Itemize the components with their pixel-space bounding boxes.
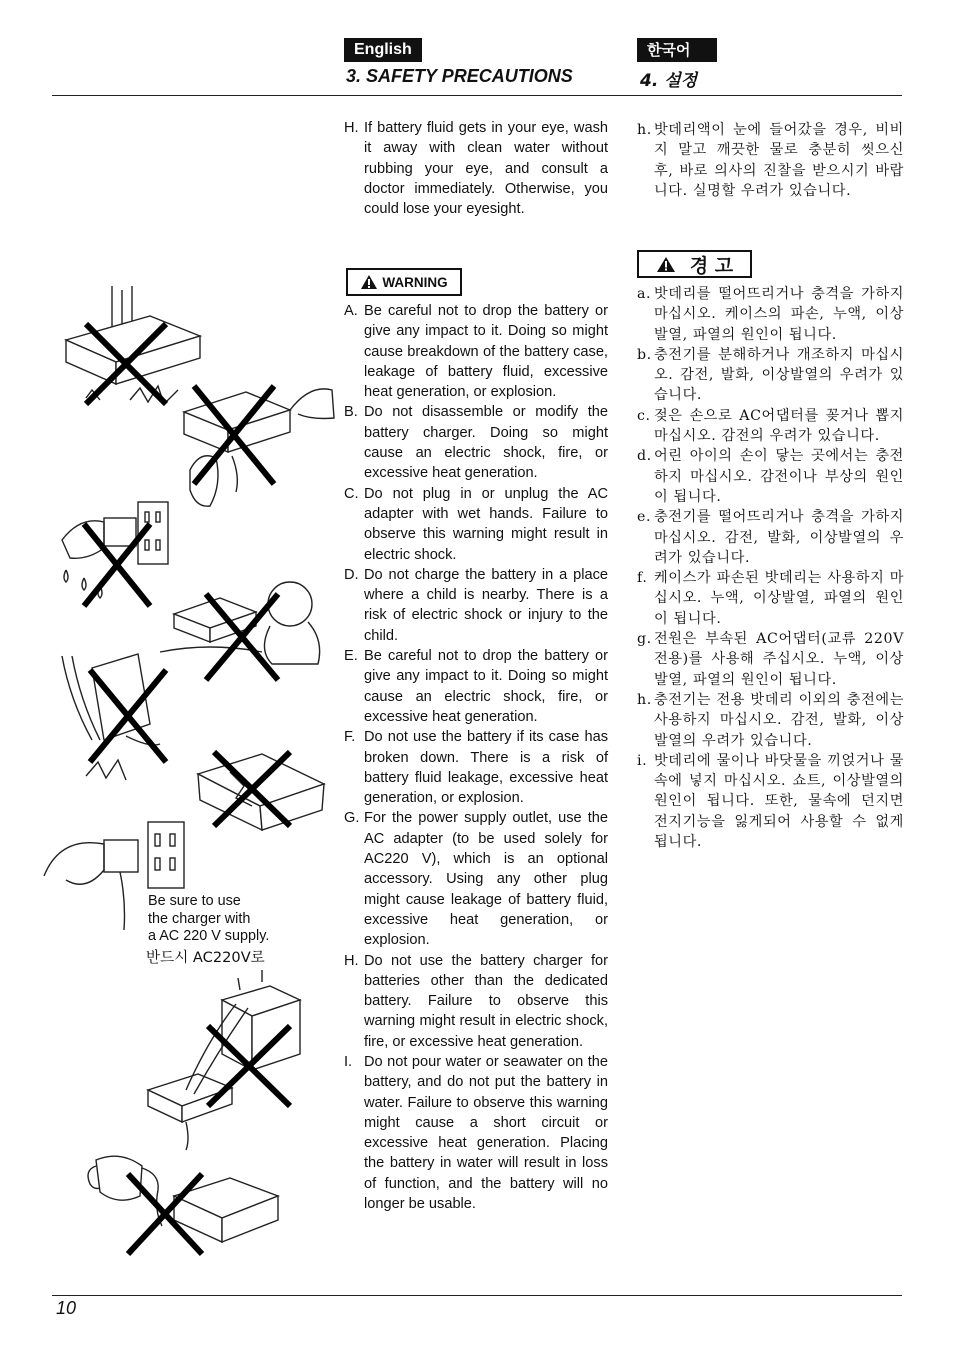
english-warning-list [344,301,608,1214]
item-text: 젖은 손으로 AC어댑터를 꽂거나 뽑지 마십시오. 감전의 우려가 있습니다. [654,407,904,445]
english-language-badge: English [344,38,422,62]
item-text: Do not charge the battery in a place where a child is nearby. There is a risk of electric shock or injury to the child. [364,566,608,644]
page-number: 10 [56,1298,77,1318]
item-label: E. [344,648,358,665]
warning-label: 경 고 [689,254,734,277]
illustration-caption-korean: 반드시 AC220V로 [146,949,265,966]
item-text: 충전기를 떨어뜨리거나 충격을 가하지 마십시오. 감전, 발화, 이상발열의 우려가 있습니다. [654,509,904,566]
english-warning-box [346,268,462,296]
item-text: 밧데리를 떨어뜨리거나 충격을 가하지 마십시오. 케이스의 파손, 누액, 이상발열, 파열의 원인이 됩니다. [654,286,904,343]
korean-warning-list [637,284,904,852]
item-label: I. [344,1053,353,1070]
list-item [344,484,608,565]
list-item [344,646,608,727]
list-item [637,629,904,690]
item-label: H. [344,120,359,136]
item-label: B. [344,404,358,421]
item-label: h. [637,122,652,138]
list-item [637,446,904,507]
item-label: i. [637,752,648,769]
item-text: Do not use the battery charger for batteries other than the dedicated battery. Failure to observe this warning might result in electric shock, fire, or excessive heat generation. [364,952,608,1050]
list-item [637,568,904,629]
item-label: a. [637,286,652,302]
english-section-title: 3. SAFETY PRECAUTIONS [346,66,573,86]
list-item [637,690,904,751]
korean-warning-box [637,250,752,278]
english-intro-item [344,118,608,219]
caption-line: Be sure to use [148,893,241,909]
list-item [344,727,608,808]
caption-line: the charger with [148,910,251,927]
item-label: h. [637,691,652,708]
list-item [344,1052,608,1214]
warning-triangle-icon [360,274,378,290]
car-battery-charger-illustration [148,970,300,1150]
item-text: 충전기를 분해하거나 개조하지 마십시오. 감전, 발화, 이상발열의 우려가 있습니다. [654,346,904,404]
item-text: Do not plug in or unplug the AC adapter with wet hands. Failure to observe this warning might result in electric shock. [364,485,608,563]
korean-intro-item [637,120,904,201]
item-text: 어린 아이의 손이 닿는 곳에서는 충전하지 마십시오. 감전이나 부상의 원인이 됩니다. [654,448,904,505]
list-item [637,507,904,568]
korean-language-badge: 한국어 [637,38,717,62]
child-near-charger-illustration [160,582,320,664]
korean-intro [637,120,904,201]
item-text: 전원은 부속된 AC어댑터(교류 220V 전용)를 사용해 주십시오. 누액, 이상발열, 파열의 원인이 됩니다. [654,631,904,688]
caption-line: a AC 220 V supply. [148,928,270,944]
warning-label: WARNING [382,274,448,290]
list-item [344,951,608,1052]
item-text: 충전기는 전용 밧데리 이외의 충전에는 사용하지 마십시오. 감전, 발화, 이상발열의 우려가 있습니다. [654,691,904,749]
item-text: For the power supply outlet, use the AC adapter (to be used solely for AC220 V), which is an optional accessory. Using any other plug might cause leakage of battery fluid, excessive heat generation, or explosion. [364,810,608,949]
item-label: b. [637,346,652,363]
item-label: g. [637,631,652,648]
list-item [344,565,608,646]
item-text: If battery fluid gets in your eye, wash it away with clean water without rubbing your eye, and consult a doctor immediately. Otherwise, you could lose your eyesight. [364,120,608,218]
item-text: Do not disassemble or modify the battery charger. Doing so might cause an electric shock, fire, or excessive heat generation. [364,404,608,482]
item-label: f. [637,570,648,587]
item-label: D. [344,566,359,583]
falling-charger-illustration [62,654,160,780]
item-text: 케이스가 파손된 밧데리는 사용하지 마십시오. 누액, 이상발열, 파열의 원인이 됩니다. [654,570,904,627]
warning-triangle-icon [656,256,676,273]
item-text: 밧데리액이 눈에 들어갔을 경우, 비비지 말고 깨끗한 물로 충분히 씻으신 후, 바로 의사의 진찰을 받으시기 바랍니다. 실명할 우려가 있습니다. [654,122,904,199]
item-text: Be careful not to drop the battery or give any impact to it. Doing so might cause an electric shock, fire, or excessive heat generation. [364,648,608,725]
item-text: 밧데리에 물이나 바닷물을 끼얹거나 물속에 넣지 마십시오. 쇼트, 이상발열의 원인이 됩니다. 또한, 물속에 던지면 전지기능을 잃게되어 사용할 수 없게 됩니다. [654,752,904,851]
illustration-caption-english [148,893,269,946]
list-item [637,284,904,345]
list-item [344,301,608,402]
item-text: Be careful not to drop the battery or give any impact to it. Doing so might cause breakdown of the battery case, leakage of battery fluid, excessive heat generation, or explosion. [364,303,608,401]
item-label: A. [344,303,358,319]
item-label: H. [344,952,359,969]
korean-section-title: 4. 설정 [640,71,698,91]
item-label: d. [637,448,652,465]
footer-divider [52,1295,902,1296]
list-item [344,808,608,950]
list-item [637,345,904,406]
item-label: c. [637,407,651,424]
wet-hand-plug-illustration [62,502,168,598]
item-text: Do not use the battery if its case has broken down. There is a risk of battery fluid leakage, excessive heat generation, or explosion. [364,729,608,807]
list-item [344,402,608,483]
broken-battery-illustration [198,754,324,830]
item-label: e. [637,509,652,526]
english-intro [344,118,608,219]
item-label: C. [344,485,359,502]
list-item [637,751,904,852]
safety-illustrations [0,0,340,1290]
list-item [637,406,904,447]
dropped-battery-illustration [66,286,200,404]
item-label: G. [344,810,360,827]
item-text: Do not pour water or seawater on the battery, and do not put the battery in water. Failure to observe this warning might cause a short circuit or excessive heat generation. Placing the battery in water will result in loss of function, and the battery will no longer be usable. [364,1053,608,1213]
item-label: F. [344,729,356,746]
